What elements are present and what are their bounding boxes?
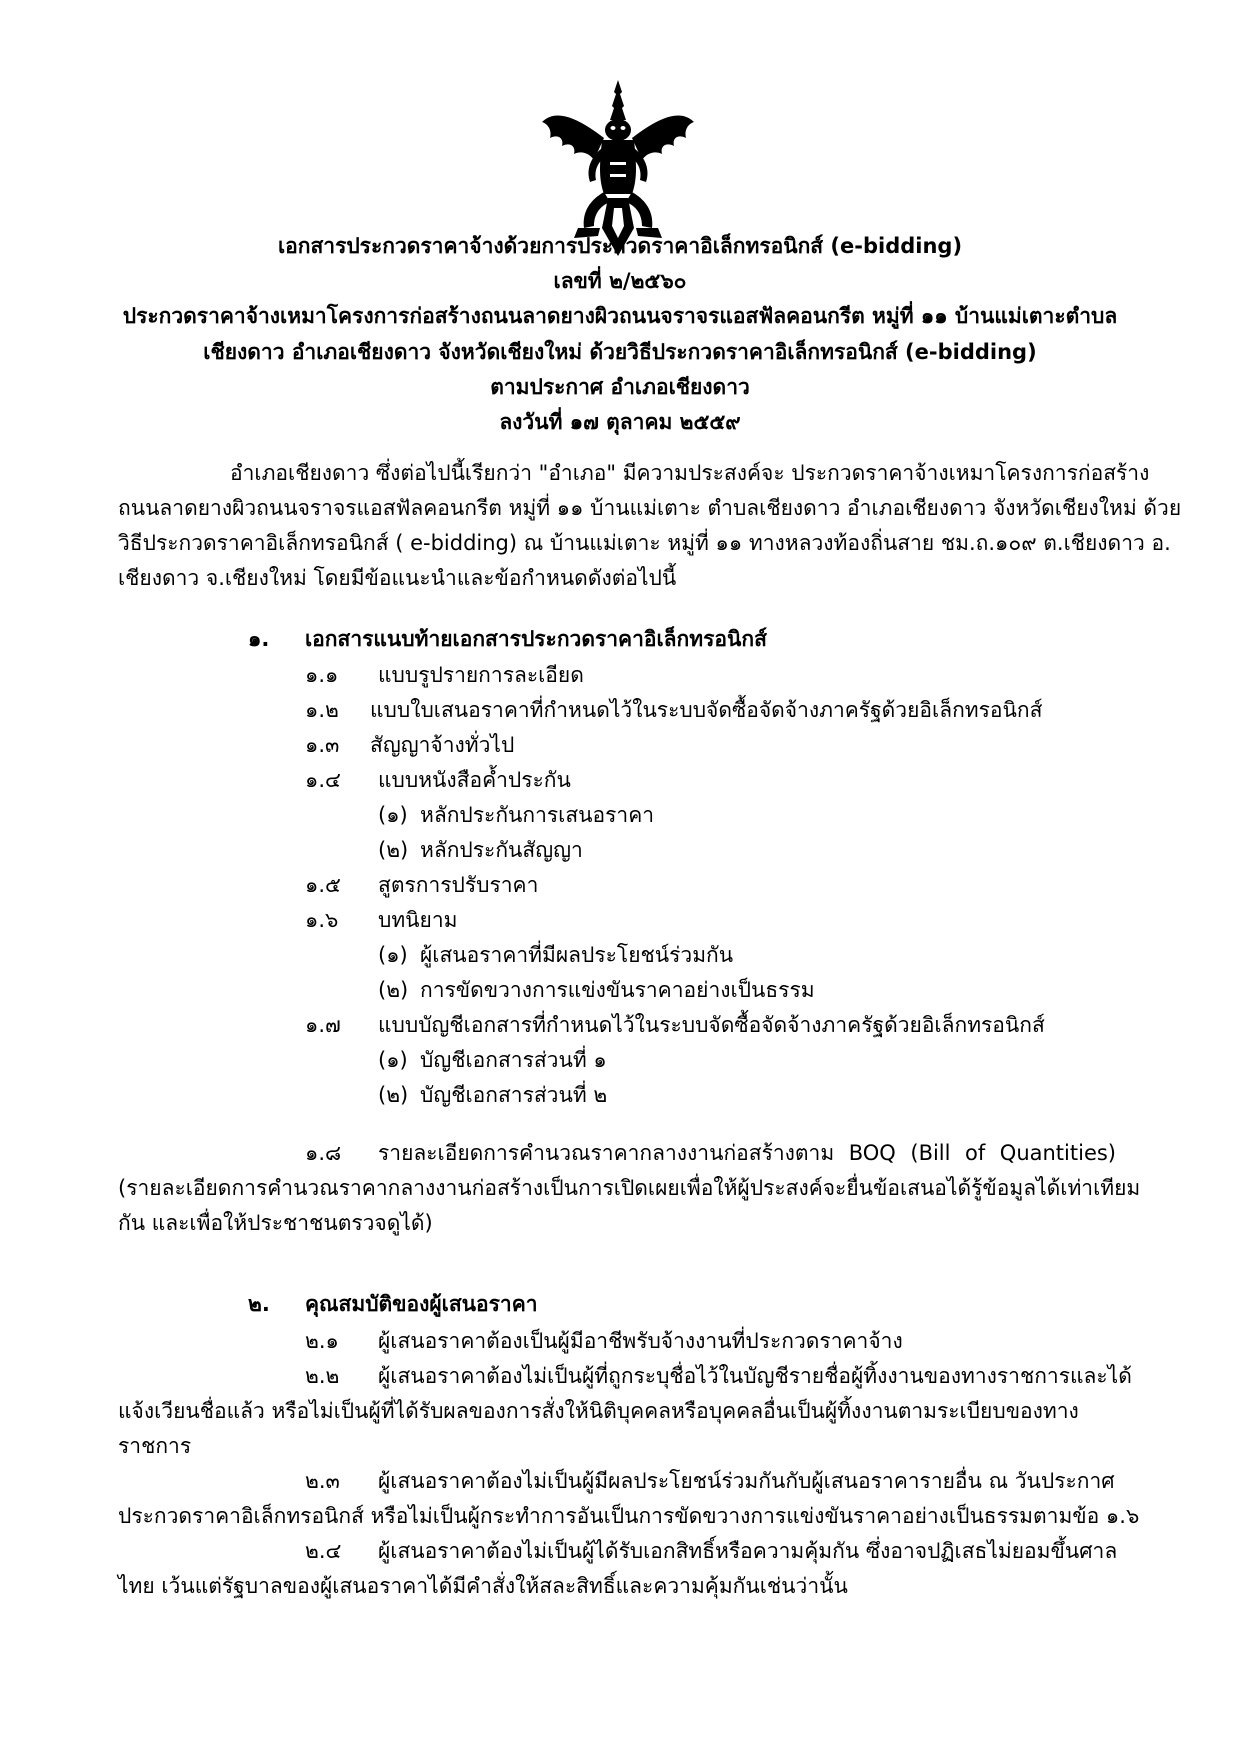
- section-title: คุณสมบัติของผู้เสนอราคา: [305, 1292, 538, 1316]
- section-number: ๑.: [248, 627, 270, 651]
- item-number: ๑.๕: [305, 873, 341, 897]
- item-text: ผู้เสนอราคาต้องไม่เป็นผู้ได้รับเอกสิทธิ์หรือความคุ้มกัน ซึ่งอาจปฏิเสธไม่ยอมขึ้นศาล: [378, 1539, 1118, 1563]
- subitem-text: หลักประกันการเสนอราคา: [420, 803, 655, 827]
- item-number: ๑.๓: [305, 733, 340, 757]
- section-number: ๒.: [248, 1292, 270, 1316]
- document-number: เลขที่ ๒/๒๕๖๐: [553, 269, 687, 293]
- item-number: ๑.๑: [305, 663, 339, 687]
- subitem-text: ผู้เสนอราคาที่มีผลประโยชน์ร่วมกัน: [420, 943, 734, 967]
- subitem-text: บัญชีเอกสารส่วนที่ ๒: [420, 1083, 608, 1107]
- item-number: ๑.๗: [305, 1013, 341, 1037]
- item-text-continued: (รายละเอียดการคำนวณราคากลางงานก่อสร้างเป็นการเปิดเผยเพื่อให้ผู้ประสงค์จะยื่นข้อเสนอได้รู้ข้อมูลได้เท่าเทียม: [118, 1176, 1141, 1200]
- announcement-date: ลงวันที่ ๑๗ ตุลาคม ๒๕๕๙: [499, 410, 741, 434]
- item-number: ๒.๑: [305, 1329, 339, 1353]
- item-number: ๒.๔: [305, 1539, 342, 1563]
- subject-line-1: ประกวดราคาจ้างเหมาโครงการก่อสร้างถนนลาดยางผิวถนนจราจรแอสฟัลคอนกรีต หมู่ที่ ๑๑ บ้านแม่เตาะตำบล: [122, 304, 1118, 328]
- intro-line-2: ถนนลาดยางผิวถนนจราจรแอสฟัลคอนกรีต หมู่ที่ ๑๑ บ้านแม่เตาะ ตำบลเชียงดาว อำเภอเชียงดาว จังหวัดเชียงใหม่ ด้วย: [118, 496, 1182, 520]
- subitem-number: (๒): [378, 978, 409, 1002]
- item-text: แบบหนังสือค้ำประกัน: [378, 768, 571, 792]
- item-text: รายละเอียดการคำนวณราคากลางงานก่อสร้างตาม BOQ (Bill of Quantities): [378, 1141, 1116, 1165]
- subitem-number: (๒): [378, 838, 409, 862]
- subitem-text: หลักประกันสัญญา: [420, 838, 583, 862]
- subject-line-2: เชียงดาว อำเภอเชียงดาว จังหวัดเชียงใหม่ ด้วยวิธีประกวดราคาอิเล็กทรอนิกส์ (e-bidding): [203, 340, 1037, 364]
- document-title: เอกสารประกวดราคาจ้างด้วยการประกวดราคาอิเล็กทรอนิกส์ (e-bidding): [277, 234, 963, 258]
- item-text: แบบใบเสนอราคาที่กำหนดไว้ในระบบจัดซื้อจัดจ้างภาครัฐด้วยอิเล็กทรอนิกส์: [370, 698, 1043, 722]
- item-text: ผู้เสนอราคาต้องเป็นผู้มีอาชีพรับจ้างงานที่ประกวดราคาจ้าง: [378, 1329, 903, 1353]
- item-text: บทนิยาม: [378, 908, 458, 932]
- item-text-continued: กัน และเพื่อให้ประชาชนตรวจดูได้): [118, 1211, 433, 1235]
- item-text-continued: แจ้งเวียนชื่อแล้ว หรือไม่เป็นผู้ที่ได้รับผลของการสั่งให้นิติบุคคลหรือบุคคลอื่นเป็นผู้ทิ้งงานตามระเบียบของทาง: [118, 1399, 1079, 1423]
- item-number: ๑.๖: [305, 908, 339, 932]
- item-text: แบบบัญชีเอกสารที่กำหนดไว้ในระบบจัดซื้อจัดจ้างภาครัฐด้วยอิเล็กทรอนิกส์: [378, 1013, 1045, 1037]
- intro-line-4: เชียงดาว จ.เชียงใหม่ โดยมีข้อแนะนำและข้อกำหนดดังต่อไปนี้: [118, 566, 677, 590]
- item-text: แบบรูปรายการละเอียด: [378, 663, 584, 687]
- subitem-number: (๑): [378, 803, 408, 827]
- item-number: ๑.๘: [305, 1141, 342, 1165]
- item-text: สูตรการปรับราคา: [378, 873, 539, 897]
- section-title: เอกสารแนบท้ายเอกสารประกวดราคาอิเล็กทรอนิกส์: [305, 627, 767, 651]
- item-text-continued: ราชการ: [118, 1434, 192, 1458]
- announcement-line: ตามประกาศ อำเภอเชียงดาว: [490, 375, 750, 399]
- subitem-number: (๑): [378, 1048, 408, 1072]
- subitem-text: การขัดขวางการแข่งขันราคาอย่างเป็นธรรม: [420, 978, 815, 1002]
- item-text: สัญญาจ้างทั่วไป: [370, 733, 515, 757]
- item-number: ๒.๒: [305, 1364, 340, 1388]
- item-number: ๒.๓: [305, 1469, 340, 1493]
- item-text: ผู้เสนอราคาต้องไม่เป็นผู้ที่ถูกระบุชื่อไว้ในบัญชีรายชื่อผู้ทิ้งงานของทางราชการและได้: [378, 1364, 1132, 1388]
- intro-line-3: วิธีประกวดราคาอิเล็กทรอนิกส์ ( e-bidding) ณ บ้านแม่เตาะ หมู่ที่ ๑๑ ทางหลวงท้องถิ่นสาย ชม.ถ.๑๐๙ ต.เชียงดาว อ.: [118, 531, 1171, 555]
- subitem-text: บัญชีเอกสารส่วนที่ ๑: [420, 1048, 607, 1072]
- subitem-number: (๑): [378, 943, 408, 967]
- intro-line-1: อำเภอเชียงดาว ซึ่งต่อไปนี้เรียกว่า "อำเภอ" มีความประสงค์จะ ประกวดราคาจ้างเหมาโครงการก่อสร้าง: [230, 461, 1150, 485]
- item-text-continued: ไทย เว้นแต่รัฐบาลของผู้เสนอราคาได้มีคำสั่งให้สละสิทธิ์และความคุ้มกันเช่นว่านั้น: [118, 1574, 848, 1598]
- item-text-continued: ประกวดราคาอิเล็กทรอนิกส์ หรือไม่เป็นผู้กระทำการอันเป็นการขัดขวางการแข่งขันราคาอย่างเป็นธรรมตามข้อ ๑.๖: [118, 1504, 1140, 1528]
- item-text: ผู้เสนอราคาต้องไม่เป็นผู้มีผลประโยชน์ร่วมกันกับผู้เสนอราคารายอื่น ณ วันประกาศ: [378, 1469, 1115, 1493]
- subitem-number: (๒): [378, 1083, 409, 1107]
- item-number: ๑.๔: [305, 768, 341, 792]
- item-number: ๑.๒: [305, 698, 339, 722]
